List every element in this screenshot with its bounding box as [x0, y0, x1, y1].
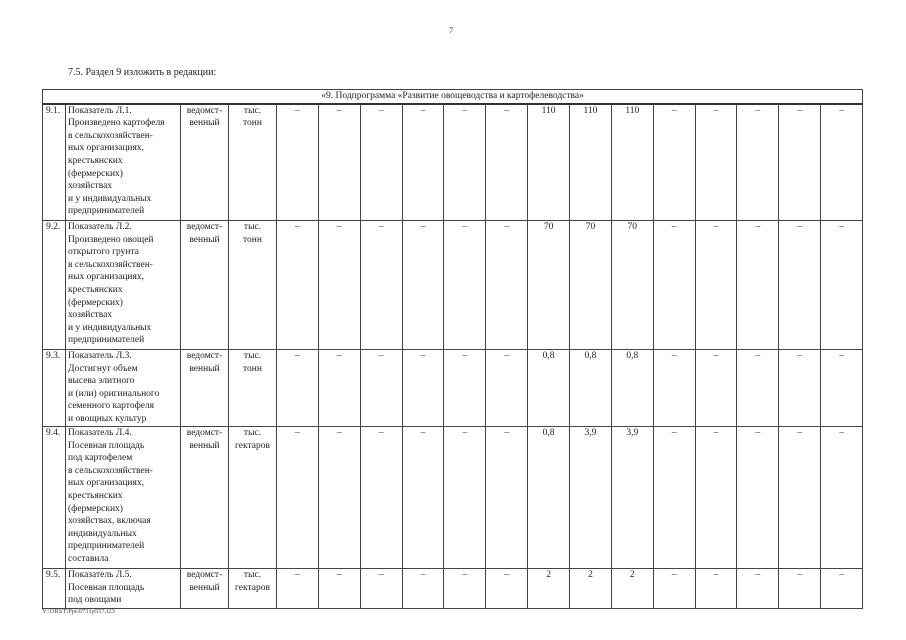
value-cell: 0,8 — [528, 350, 570, 427]
value-cell: – — [821, 350, 863, 427]
value-cell: – — [444, 104, 486, 221]
value-cell: 110 — [570, 104, 612, 221]
table-row — [43, 427, 863, 569]
value-cell: – — [360, 427, 402, 569]
value-cell: 2 — [528, 569, 570, 609]
value-cell: – — [360, 221, 402, 350]
value-cell: – — [737, 350, 779, 427]
row-number: 9.1. — [43, 104, 66, 221]
unit-of-measure: тыс. тонн — [229, 221, 277, 350]
value-cell: – — [318, 427, 360, 569]
data-source: ведомст- венный — [181, 427, 229, 569]
value-cell: – — [402, 350, 444, 427]
value-cell: – — [444, 221, 486, 350]
value-cell: – — [402, 427, 444, 569]
table-row — [43, 104, 863, 221]
indicator-table — [42, 89, 863, 609]
row-number: 9.3. — [43, 350, 66, 427]
intro-text: 7.5. Раздел 9 изложить в редакции: — [68, 67, 217, 78]
value-cell: – — [444, 427, 486, 569]
value-cell: 0,8 — [528, 427, 570, 569]
value-cell: – — [821, 221, 863, 350]
row-number: 9.5. — [43, 569, 66, 609]
value-cell: – — [360, 104, 402, 221]
indicator-name: Показатель Л.1. Произведено картофеля в сельскохозяйствен- ных организациях, крестьянских (фермерских) хозяйствах и у индивидуальных предпринимателей — [66, 104, 181, 221]
value-cell: 2 — [570, 569, 612, 609]
value-cell: – — [653, 104, 695, 221]
value-cell: 3,9 — [611, 427, 653, 569]
value-cell: – — [277, 221, 319, 350]
value-cell: – — [695, 569, 737, 609]
value-cell: – — [653, 427, 695, 569]
value-cell: – — [402, 221, 444, 350]
table-row — [43, 350, 863, 427]
value-cell: – — [695, 427, 737, 569]
value-cell: – — [277, 569, 319, 609]
data-source: ведомст- венный — [181, 104, 229, 221]
value-cell: – — [360, 569, 402, 609]
value-cell: 3,9 — [570, 427, 612, 569]
table-row — [43, 569, 863, 609]
value-cell: 0,8 — [611, 350, 653, 427]
value-cell: – — [486, 104, 528, 221]
data-source: ведомст- венный — [181, 350, 229, 427]
value-cell: – — [318, 350, 360, 427]
value-cell: – — [779, 221, 821, 350]
value-cell: 70 — [570, 221, 612, 350]
value-cell: – — [486, 569, 528, 609]
value-cell: – — [318, 569, 360, 609]
value-cell: – — [737, 427, 779, 569]
value-cell: – — [779, 350, 821, 427]
value-cell: – — [695, 221, 737, 350]
value-cell: – — [486, 221, 528, 350]
value-cell: – — [821, 427, 863, 569]
value-cell: – — [277, 104, 319, 221]
footer-path: Y:\ORST\Ppi\0731p557.f23 — [42, 608, 115, 615]
value-cell: – — [653, 569, 695, 609]
page-number: 7 — [449, 26, 453, 35]
row-number: 9.2. — [43, 221, 66, 350]
value-cell: 70 — [528, 221, 570, 350]
value-cell: – — [737, 569, 779, 609]
value-cell: – — [402, 569, 444, 609]
value-cell: – — [737, 221, 779, 350]
value-cell: – — [779, 427, 821, 569]
value-cell: 2 — [611, 569, 653, 609]
value-cell: – — [318, 221, 360, 350]
indicator-name: Показатель Л.2. Произведено овощей открытого грунта в сельскохозяйствен- ных организациях, крестьянских (фермерских) хозяйствах и у индивидуальных предпринимателей — [66, 221, 181, 350]
value-cell: 110 — [528, 104, 570, 221]
indicator-name: Показатель Л.3. Достигнут объем высева элитного и (или) оригинального семенного картофеля и овощных культур — [66, 350, 181, 427]
value-cell: – — [779, 104, 821, 221]
value-cell: – — [737, 104, 779, 221]
value-cell: 70 — [611, 221, 653, 350]
unit-of-measure: тыс. тонн — [229, 104, 277, 221]
value-cell: – — [444, 350, 486, 427]
row-number: 9.4. — [43, 427, 66, 569]
value-cell: – — [653, 350, 695, 427]
value-cell: – — [360, 350, 402, 427]
value-cell: – — [695, 104, 737, 221]
table-row — [43, 221, 863, 350]
value-cell: – — [486, 427, 528, 569]
value-cell: – — [486, 350, 528, 427]
value-cell: – — [402, 104, 444, 221]
table-title: «9. Подпрограмма «Развитие овощеводства и картофелеводства» — [43, 90, 863, 104]
value-cell: – — [779, 569, 821, 609]
value-cell: – — [277, 350, 319, 427]
data-source: ведомст- венный — [181, 221, 229, 350]
value-cell: – — [821, 569, 863, 609]
value-cell: – — [318, 104, 360, 221]
indicator-name: Показатель Л.4. Посевная площадь под картофелем в сельскохозяйствен- ных организациях, крестьянских (фермерских) хозяйствах, включая индивидуальных предпринимателей составила — [66, 427, 181, 569]
unit-of-measure: тыс. гектаров — [229, 427, 277, 569]
value-cell: – — [695, 350, 737, 427]
value-cell: 110 — [611, 104, 653, 221]
data-source: ведомст- венный — [181, 569, 229, 609]
value-cell: – — [277, 427, 319, 569]
indicator-name: Показатель Л.5. Посевная площадь под овощами — [66, 569, 181, 609]
value-cell: – — [444, 569, 486, 609]
unit-of-measure: тыс. гектаров — [229, 569, 277, 609]
value-cell: 0,8 — [570, 350, 612, 427]
unit-of-measure: тыс. тонн — [229, 350, 277, 427]
value-cell: – — [653, 221, 695, 350]
value-cell: – — [821, 104, 863, 221]
